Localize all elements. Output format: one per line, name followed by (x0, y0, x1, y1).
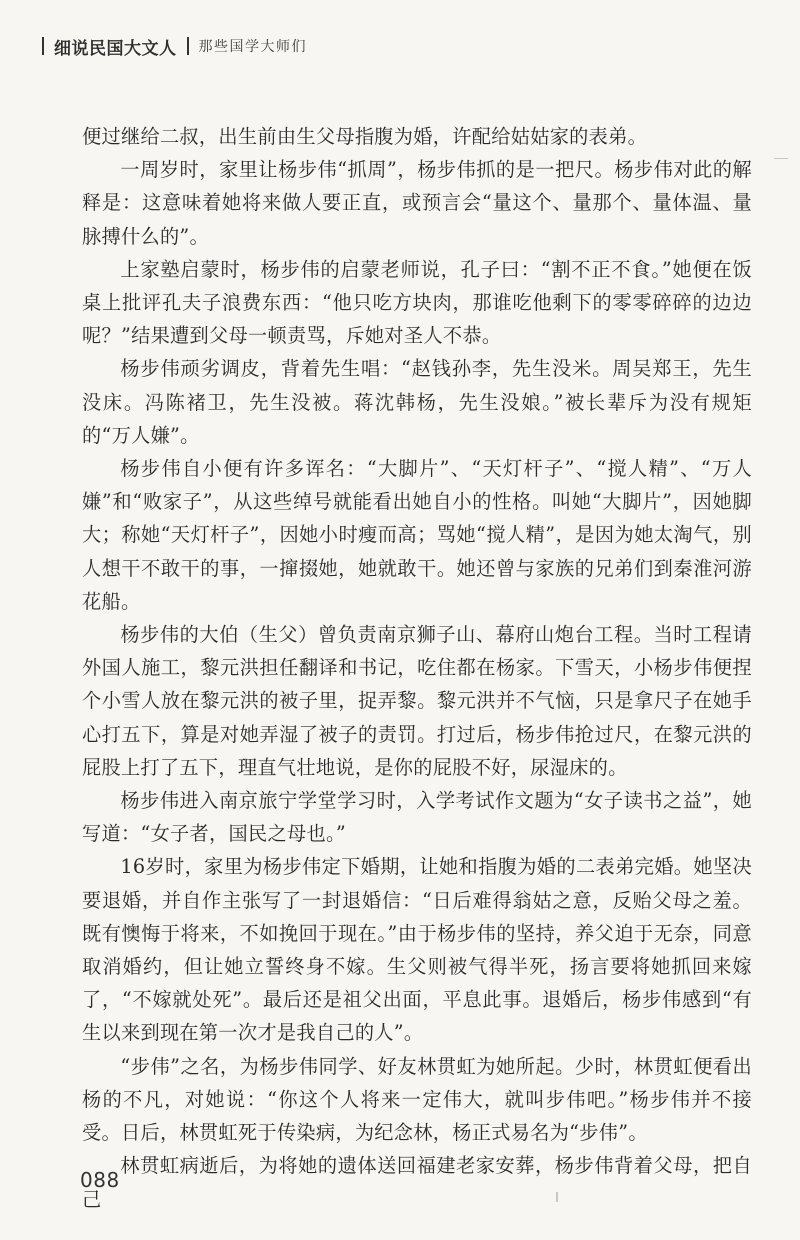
body-text (82, 120, 752, 1216)
paragraph-10: 林贯虹病逝后，为将她的遗体送回福建老家安葬，杨步伟背着父母，把自己 (82, 1154, 752, 1211)
paragraph-5: 杨步伟自小便有许多诨名：“大脚片”、“天灯杆子”、“搅人精”、“万人嫌”和“败家子”，从这些绰号就能看出她自小的性格。叫她“大脚片”，因她脚大；称她“天灯杆子”，因她小时瘦而高；骂她“搅人精”，是因为她太淘气，别人想干不敢干的事，一撺掇她，她就敢干。她还曾与家族的兄弟们到秦淮河游花船。 (82, 457, 752, 613)
header-divider (187, 37, 189, 55)
paragraph-1: 便过继给二叔，出生前由生父母指腹为婚，许配给姑姑家的表弟。 (82, 125, 648, 148)
paragraph-8: 16岁时，家里为杨步伟定下婚期，让她和指腹为婚的二表弟完婚。她坚决要退婚，并自作主张写了一封退婚信：“日后难得翁姑之意，反贻父母之羞。既有懊悔于将来，不如挽回于现在。”由于杨步伟的坚持，养父迫于无奈，同意取消婚约，但让她立誓终身不嫁。生父则被气得半死，扬言要将她抓回来嫁了，“不嫁就处死”。最后还是祖父出面，平息此事。退婚后，杨步伟感到“有生以来到现在第一次才是我自己的人”。 (82, 855, 752, 1045)
paragraph-2: 一周岁时，家里让杨步伟“抓周”，杨步伟抓的是一把尺。杨步伟对此的解释是：这意味着她将来做人要正直，或预言会“量这个、量那个、量体温、量脉搏什么的”。 (82, 158, 752, 248)
paragraph-4: 杨步伟顽劣调皮，背着先生唱：“赵钱孙李，先生没米。周吴郑王，先生没床。冯陈褚卫，先生没被。蒋沈韩杨，先生没娘。”被长辈斥为没有规矩的“万人嫌”。 (82, 357, 752, 447)
header-divider (42, 37, 44, 55)
running-header (42, 34, 307, 58)
scan-speck (774, 158, 788, 159)
page-number: 088 (80, 1168, 120, 1192)
section-title: 那些国学大师们 (198, 39, 307, 55)
paragraph-7: 杨步伟进入南京旅宁学堂学习时，入学考试作文题为“女子读书之益”，她写道：“女子者，国民之母也。” (82, 789, 752, 846)
paragraph-3: 上家塾启蒙时，杨步伟的启蒙老师说，孔子曰：“割不正不食。”她便在饭桌上批评孔夫子浪费东西：“他只吃方块肉，那谁吃他剩下的零零碎碎的边边呢？”结果遭到父母一顿责骂，斥她对圣人不恭。 (82, 257, 752, 348)
book-title: 细说民国大文人 (54, 38, 177, 59)
scan-speck (556, 1192, 558, 1202)
paragraph-9: “步伟”之名，为杨步伟同学、好友林贯虹为她所起。少时，林贯虹便看出杨的不凡，对她说：“你这个人将来一定伟大，就叫步伟吧。”杨步伟并不接受。日后，林贯虹死于传染病，为纪念林，杨正式易名为“步伟”。 (82, 1054, 752, 1145)
paragraph-6: 杨步伟的大伯（生父）曾负责南京狮子山、幕府山炮台工程。当时工程请外国人施工，黎元洪担任翻译和书记，吃住都在杨家。下雪天，小杨步伟便捏个小雪人放在黎元洪的被子里，捉弄黎。黎元洪并不气恼，只是拿尺子在她手心打五下，算是对她弄湿了被子的责罚。打过后，杨步伟抢过尺，在黎元洪的屁股上打了五下，理直气壮地说，是你的屁股不好，尿湿床的。 (82, 623, 752, 779)
